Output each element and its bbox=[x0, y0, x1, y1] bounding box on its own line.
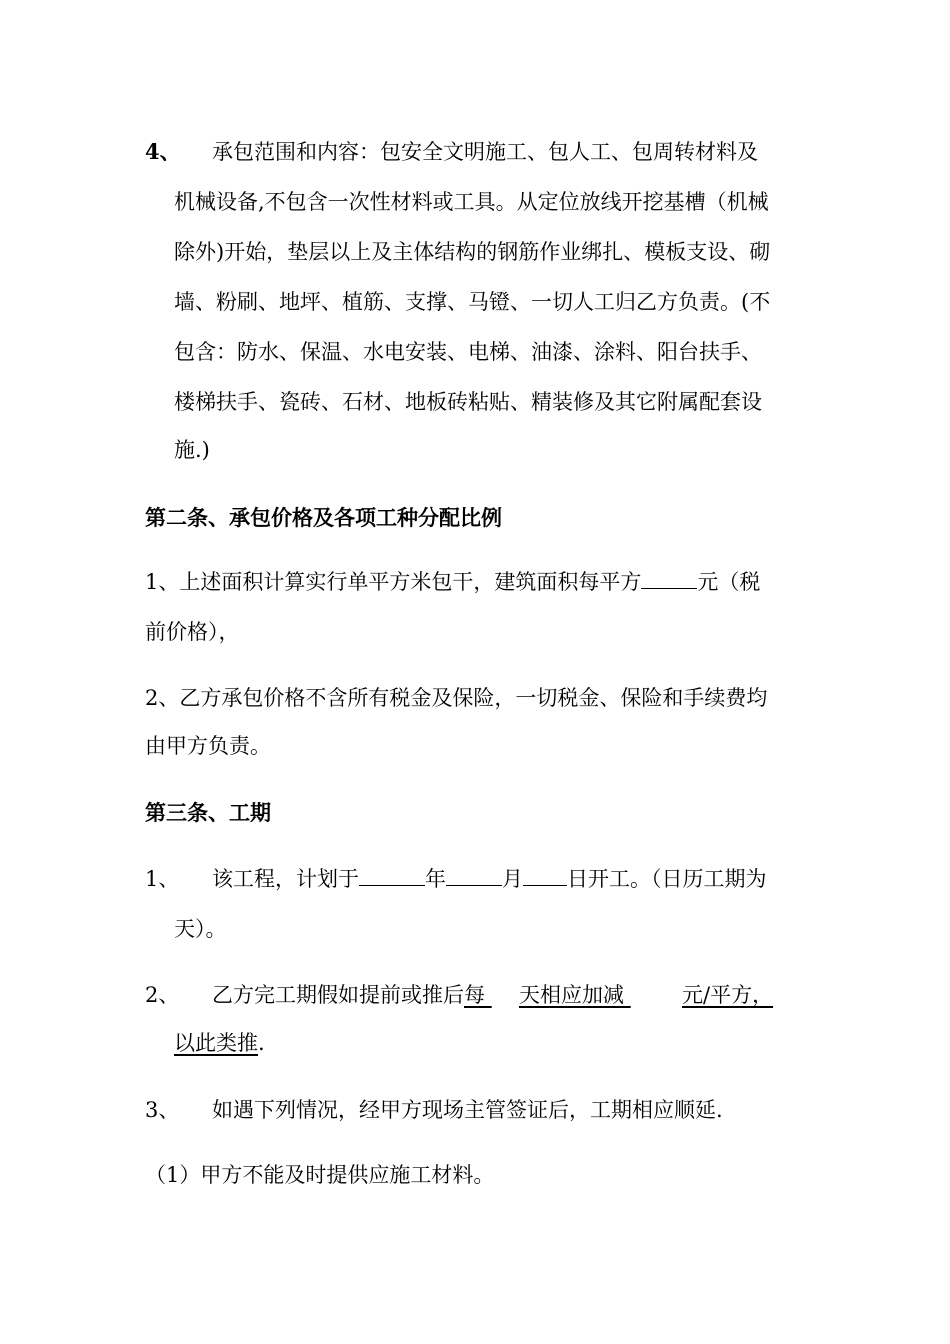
article-3-item-2-underlined-b: 天相应加减 bbox=[519, 983, 624, 1007]
article-3-item-1-line-2: 天）。 bbox=[174, 917, 227, 941]
item-4-line-1: 承包范围和内容：包安全文明施工、包人工、包周转材料及 bbox=[212, 140, 758, 164]
month-blank[interactable] bbox=[446, 865, 502, 886]
article-3-item-2-number: 2、 bbox=[145, 983, 180, 1007]
article-3-item-3-number: 3、 bbox=[145, 1098, 180, 1122]
item-4-line-3: 除外)开始，垫层以上及主体结构的钢筋作业绑扎、模板支设、砌 bbox=[174, 240, 771, 264]
article-3-item-1-text-b: 年 bbox=[425, 867, 446, 891]
article-2-para-1-text-a: 1、上述面积计算实行单平方米包干，建筑面积每平方 bbox=[145, 570, 642, 594]
article-3-item-1-number: 1、 bbox=[145, 867, 180, 891]
item-4-line-7: 施.) bbox=[174, 438, 210, 462]
article-2-para-1-line-1 bbox=[145, 568, 760, 596]
item-4-line-4: 墙、粉刷、地坪、植筋、支撑、马镫、一切人工归乙方负责。(不 bbox=[174, 290, 771, 314]
day-blank[interactable] bbox=[523, 865, 567, 886]
article-2-para-1-line-2: 前价格）， bbox=[145, 620, 240, 644]
article-3-item-2-underlined-c: 元/平方， bbox=[682, 983, 774, 1007]
article-3-item-2-period: . bbox=[258, 1031, 265, 1055]
article-3-item-2-text-a: 乙方完工期假如提前或推后 bbox=[212, 983, 464, 1007]
article-3-item-1-text-a: 该工程，计划于 bbox=[212, 867, 359, 891]
item-4-line-2: 机械设备,不包含一次性材料或工具。从定位放线开挖基槽（机械 bbox=[174, 190, 769, 214]
amount-blank[interactable] bbox=[624, 981, 682, 1009]
item-4-number: 4、 bbox=[145, 139, 181, 164]
article-3-item-1-text-c: 月 bbox=[502, 867, 523, 891]
article-3-item-1-text-d: 日开工。（日历工期为 bbox=[567, 867, 767, 891]
price-blank[interactable] bbox=[641, 568, 697, 589]
article-2-para-2-line-1: 2、乙方承包价格不含所有税金及保险，一切税金、保险和手续费均 bbox=[145, 686, 768, 710]
article-2-para-1-text-b: 元（税 bbox=[697, 570, 761, 594]
article-3-item-2-underlined-a: 每 bbox=[464, 983, 485, 1007]
article-2-heading: 第二条、承包价格及各项工种分配比例 bbox=[145, 506, 502, 530]
article-3-item-2-underlined-d: 以此类推 bbox=[174, 1031, 258, 1055]
article-3-heading: 第三条、工期 bbox=[145, 801, 271, 825]
item-4-line-5: 包含：防水、保温、水电安装、电梯、油漆、涂料、阳台扶手、 bbox=[174, 340, 762, 364]
article-3-item-3-text: 如遇下列情况，经甲方现场主管签证后，工期相应顺延. bbox=[212, 1098, 723, 1122]
article-3-sub-item-1: （1）甲方不能及时提供应施工材料。 bbox=[145, 1163, 495, 1187]
article-3-item-2-line-1 bbox=[212, 981, 773, 1009]
article-3-item-1-line-1 bbox=[212, 865, 767, 893]
item-4-line-6: 楼梯扶手、瓷砖、石材、地板砖粘贴、精装修及其它附属配套设 bbox=[174, 390, 762, 414]
days-blank[interactable] bbox=[485, 981, 519, 1009]
year-blank[interactable] bbox=[359, 865, 425, 886]
article-2-para-2-line-2: 由甲方负责。 bbox=[145, 734, 271, 758]
article-3-item-2-line-2 bbox=[174, 1029, 265, 1057]
